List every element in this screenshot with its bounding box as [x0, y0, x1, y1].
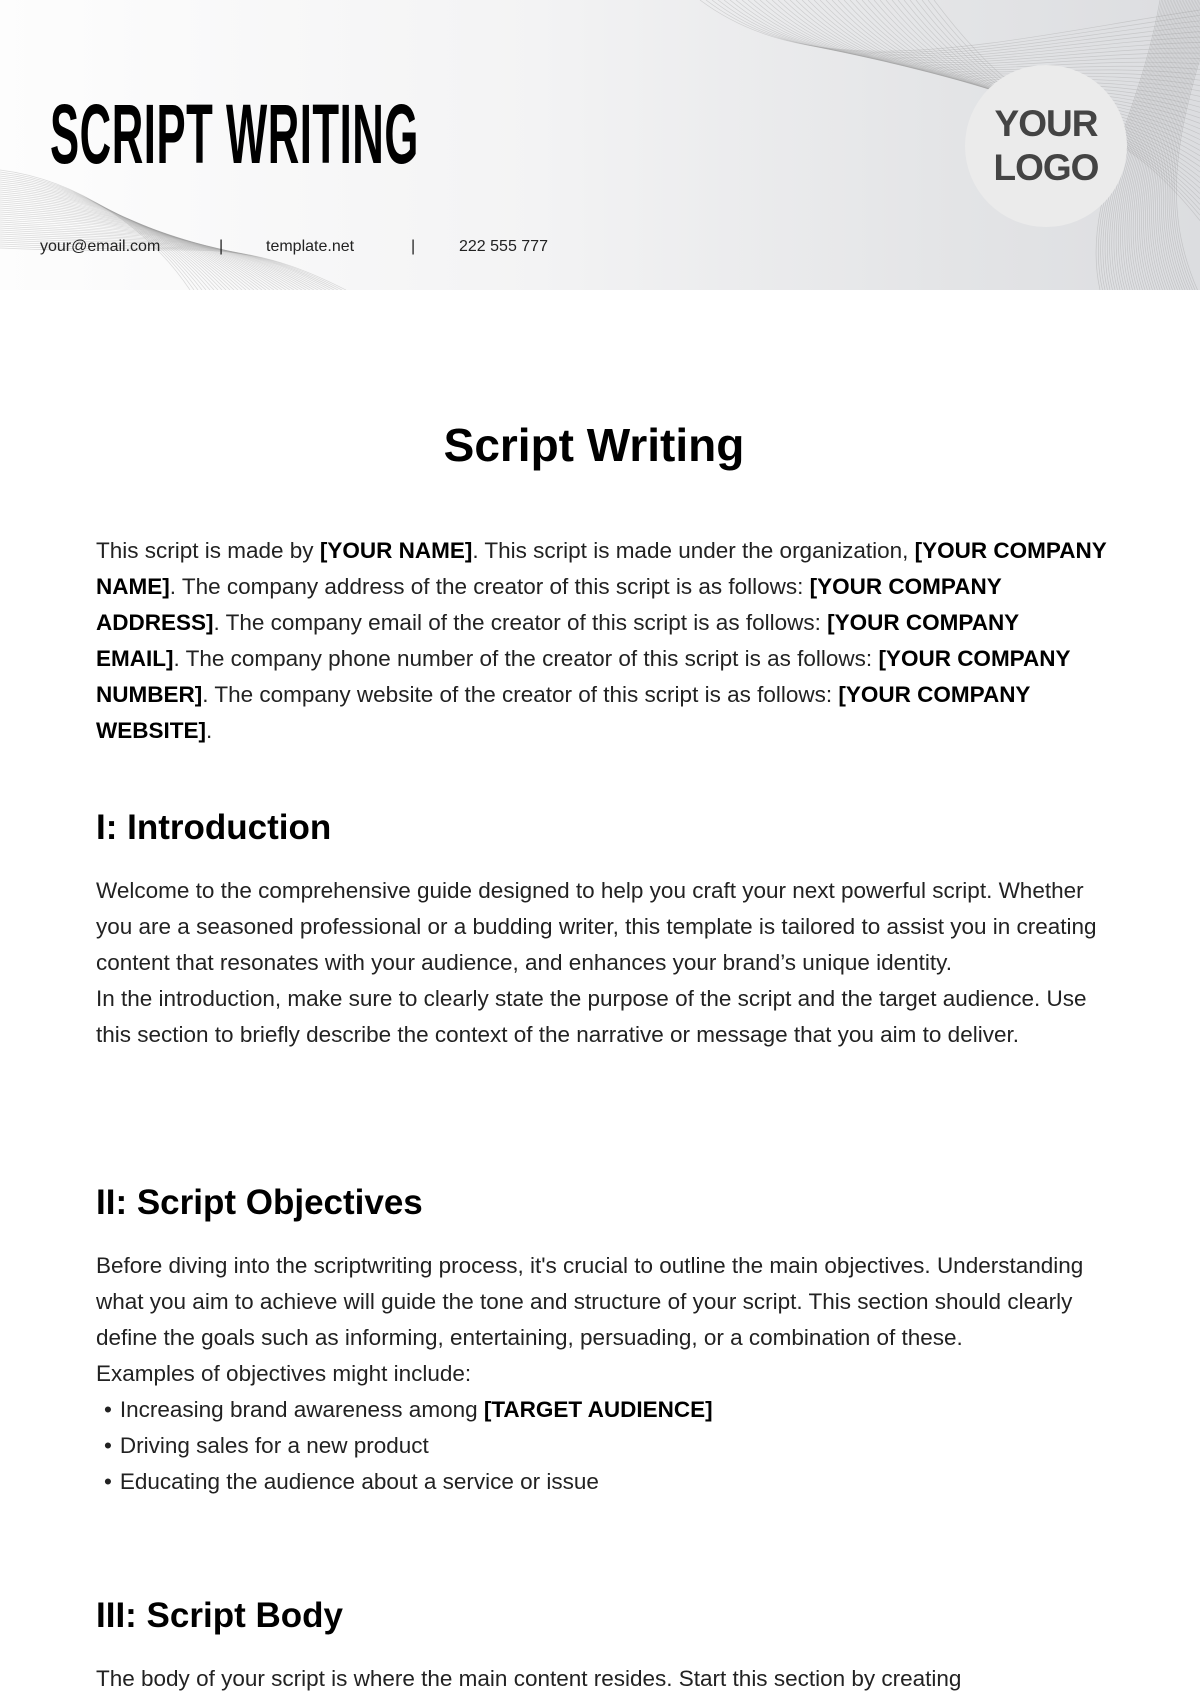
section-body-introduction — [96, 873, 1108, 1053]
text-segment: . — [206, 718, 213, 743]
paragraph: Examples of objectives might include: — [96, 1361, 472, 1386]
placeholder-field: [YOUR NAME] — [319, 538, 473, 563]
intro-paragraph — [96, 533, 1108, 749]
placeholder-field: [TARGET AUDIENCE] — [483, 1397, 713, 1422]
section-body-objectives — [96, 1248, 1108, 1500]
document-title: Script Writing — [443, 419, 745, 471]
paragraph: Welcome to the comprehensive guide designed to help you craft your next powerful script. Whether you are a seasoned professional or a budding writer, this template is tailored to assist you in creating content that resonates with your audience, and enhances your brand’s unique identity. — [96, 878, 1097, 975]
section-heading: I: Introduction — [96, 808, 332, 847]
paragraph: The body of your script is where the main content resides. Start this section by creating — [96, 1666, 962, 1691]
contact-separator: | — [219, 238, 224, 255]
contact-website: template.net — [266, 238, 355, 255]
list-item — [96, 1464, 1108, 1500]
placeholder-field: [YOUR COMPANY ADDRESS] — [96, 574, 1002, 635]
objectives-list — [96, 1392, 1108, 1500]
text-segment: Increasing brand awareness among — [119, 1397, 484, 1422]
section-heading: III: Script Body — [96, 1596, 343, 1635]
paragraph: Before diving into the scriptwriting process, it's crucial to outline the main objectives. Understanding what you aim to achieve will guide the tone and structure of your script. This section should clearly define the goals such as informing, entertaining, persuading, or a combination of these. — [96, 1253, 1084, 1350]
placeholder-field: [YOUR COMPANY NAME] — [96, 538, 1107, 599]
text-segment: . This script is made under the organization, — [472, 538, 915, 563]
text-segment: This script is made by — [96, 538, 320, 563]
contact-email: your@email.com — [40, 238, 161, 255]
text-segment: . The company address of the creator of this script is as follows: — [169, 574, 810, 599]
section-body-script — [96, 1661, 1108, 1697]
text-segment: Educating the audience about a service or issue — [119, 1469, 599, 1494]
header-banner — [0, 0, 1200, 290]
text-segment: . The company email of the creator of this script is as follows: — [213, 610, 828, 635]
contact-separator: | — [411, 238, 416, 255]
logo-placeholder — [965, 65, 1127, 227]
logo-text-line2: LOGO — [993, 147, 1099, 188]
placeholder-field: [YOUR COMPANY WEBSITE] — [96, 682, 1031, 743]
text-segment: . The company website of the creator of this script is as follows: — [202, 682, 839, 707]
paragraph: In the introduction, make sure to clearly state the purpose of the script and the target audience. Use this section to briefly describe the context of the narrative or message that you aim to deliver. — [96, 986, 1087, 1047]
text-segment: . The company phone number of the creator of this script is as follows: — [173, 646, 879, 671]
text-segment: Driving sales for a new product — [119, 1433, 429, 1458]
list-item — [96, 1428, 1108, 1464]
logo-text-line1: YOUR — [994, 103, 1098, 144]
contact-phone: 222 555 777 — [459, 238, 548, 255]
list-item — [96, 1392, 1108, 1428]
brand-title: SCRIPT WRITING — [50, 87, 419, 181]
placeholder-field: [YOUR COMPANY NUMBER] — [96, 646, 1071, 707]
placeholder-field: [YOUR COMPANY EMAIL] — [96, 610, 1019, 671]
section-heading: II: Script Objectives — [96, 1183, 423, 1222]
